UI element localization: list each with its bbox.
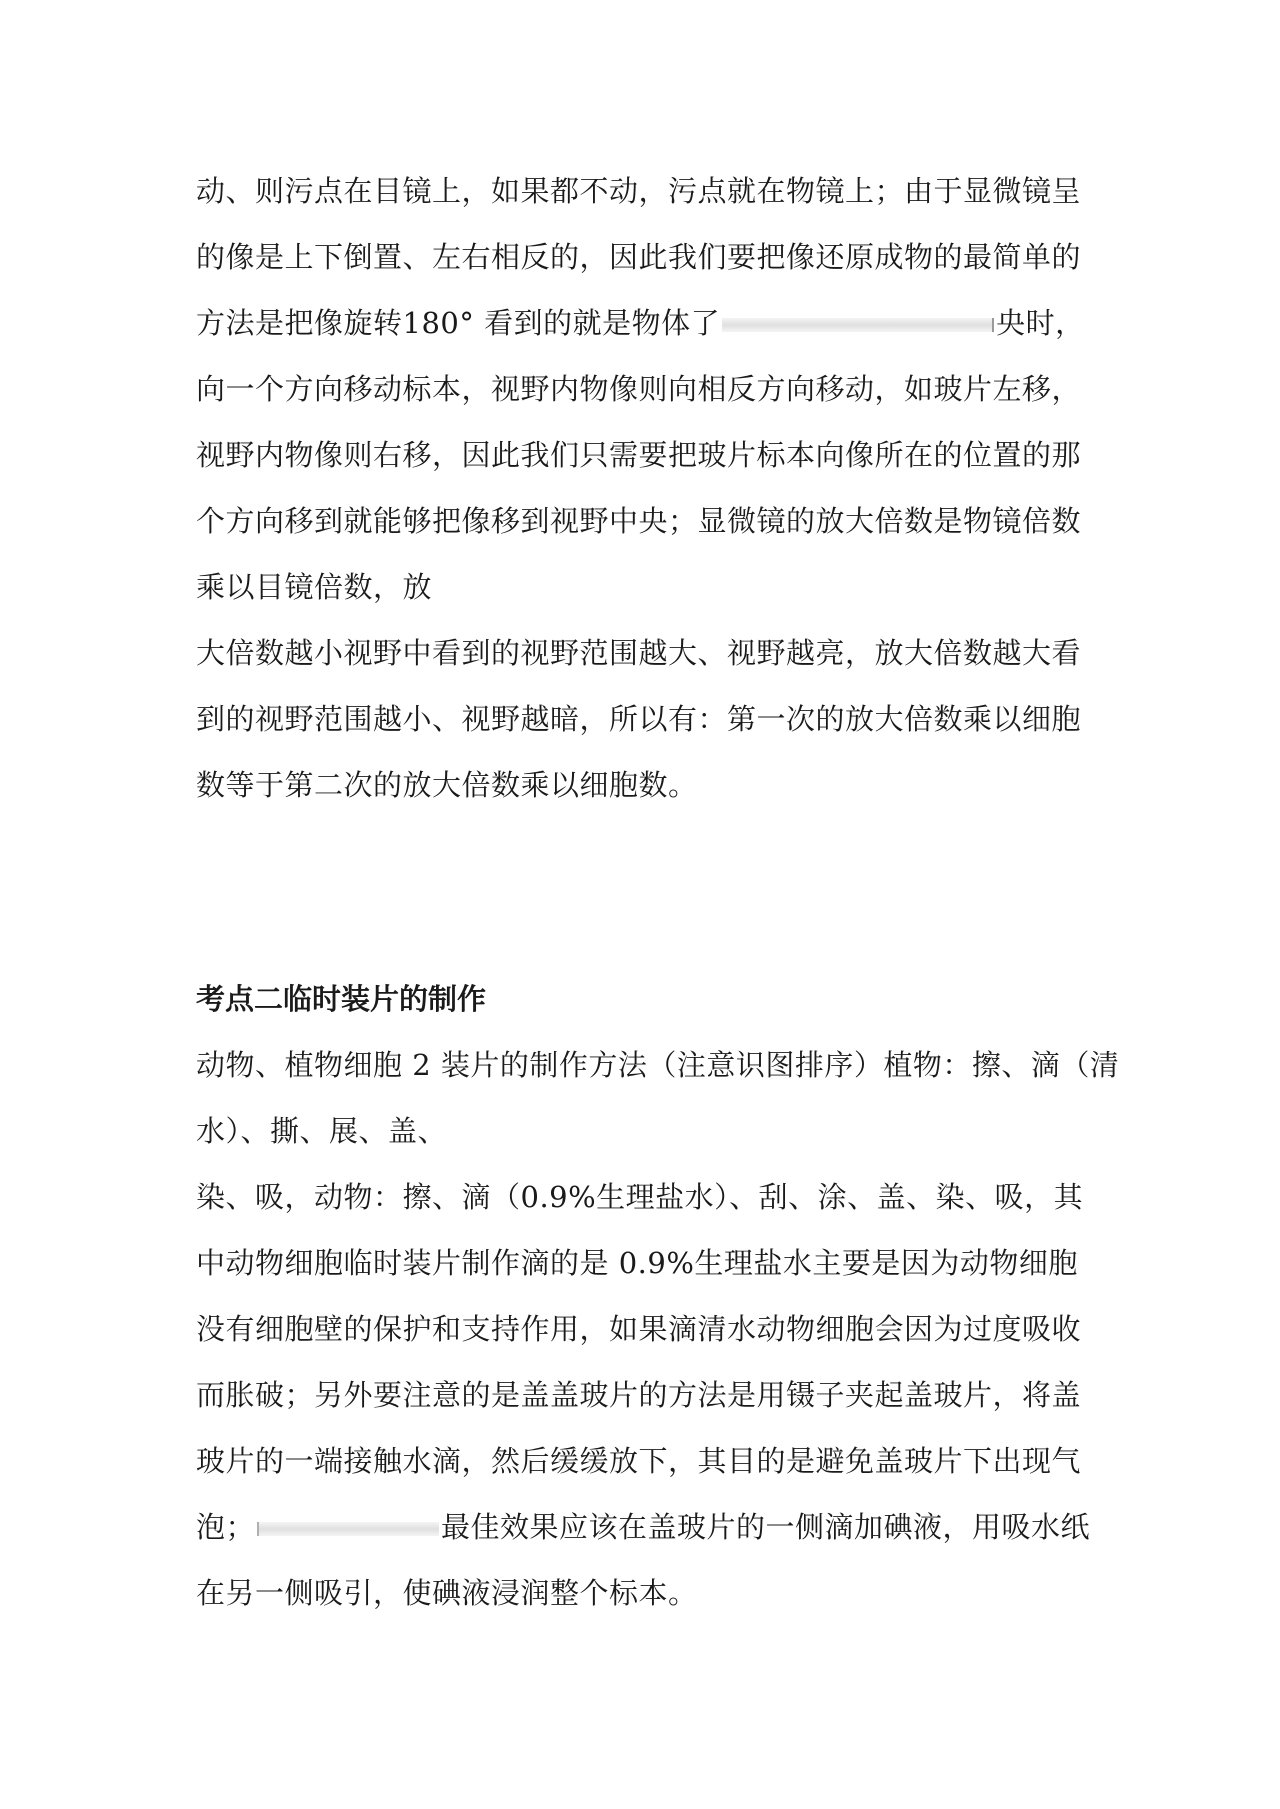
paragraph-line: 在另一侧吸引，使碘液浸润整个标本。 <box>196 1576 698 1610</box>
paragraph-line: 向一个方向移动标本，视野内物像则向相反方向移动，如玻片左移， <box>196 372 1082 406</box>
line-text-before-redaction: 方法是把像旋转180° 看到的就是物体了 <box>196 306 721 340</box>
paragraph-line: 染、吸，动物：擦、滴（0.9%生理盐水）、刮、涂、盖、染、吸，其 <box>196 1180 1084 1214</box>
redacted-text <box>722 318 994 332</box>
line-text-before-redaction: 泡； <box>196 1510 256 1544</box>
paragraph-line: 玻片的一端接触水滴，然后缓缓放下，其目的是避免盖玻片下出现气 <box>196 1444 1082 1478</box>
line-text-after-redaction: 最佳效果应该在盖玻片的一侧滴加碘液，用吸水纸 <box>441 1510 1091 1544</box>
paragraph-line: 大倍数越小视野中看到的视野范围越大、视野越亮，放大倍数越大看 <box>196 636 1082 670</box>
paragraph-line: 没有细胞壁的保护和支持作用，如果滴清水动物细胞会因为过度吸收 <box>196 1312 1082 1346</box>
section-heading: 考点二临时装片的制作 <box>196 982 487 1016</box>
paragraph-line: 而胀破；另外要注意的是盖盖玻片的方法是用镊子夹起盖玻片，将盖 <box>196 1378 1082 1412</box>
paragraph-line: 个方向移到就能够把像移到视野中央；显微镜的放大倍数是物镜倍数 <box>196 504 1082 538</box>
paragraph-line: 乘以目镜倍数，放 <box>196 570 433 604</box>
paragraph-line: 水）、撕、展、盖、 <box>196 1114 448 1148</box>
paragraph-line: 动、则污点在目镜上，如果都不动，污点就在物镜上；由于显微镜呈 <box>196 174 1082 208</box>
line-text-after-redaction: 央时， <box>996 306 1085 340</box>
paragraph-line: 视野内物像则右移，因此我们只需要把玻片标本向像所在的位置的那 <box>196 438 1082 472</box>
redacted-text <box>257 1522 439 1536</box>
paragraph-line <box>196 1507 1090 1547</box>
paragraph-line: 到的视野范围越小、视野越暗，所以有：第一次的放大倍数乘以细胞 <box>196 702 1082 736</box>
paragraph-line: 动物、植物细胞 2 装片的制作方法（注意识图排序）植物：擦、滴（清 <box>196 1048 1120 1082</box>
paragraph-line: 数等于第二次的放大倍数乘以细胞数。 <box>196 768 698 802</box>
paragraph-line: 中动物细胞临时装片制作滴的是 0.9%生理盐水主要是因为动物细胞 <box>196 1246 1078 1280</box>
paragraph-line <box>196 303 1085 343</box>
paragraph-line: 的像是上下倒置、左右相反的，因此我们要把像还原成物的最简单的 <box>196 240 1082 274</box>
